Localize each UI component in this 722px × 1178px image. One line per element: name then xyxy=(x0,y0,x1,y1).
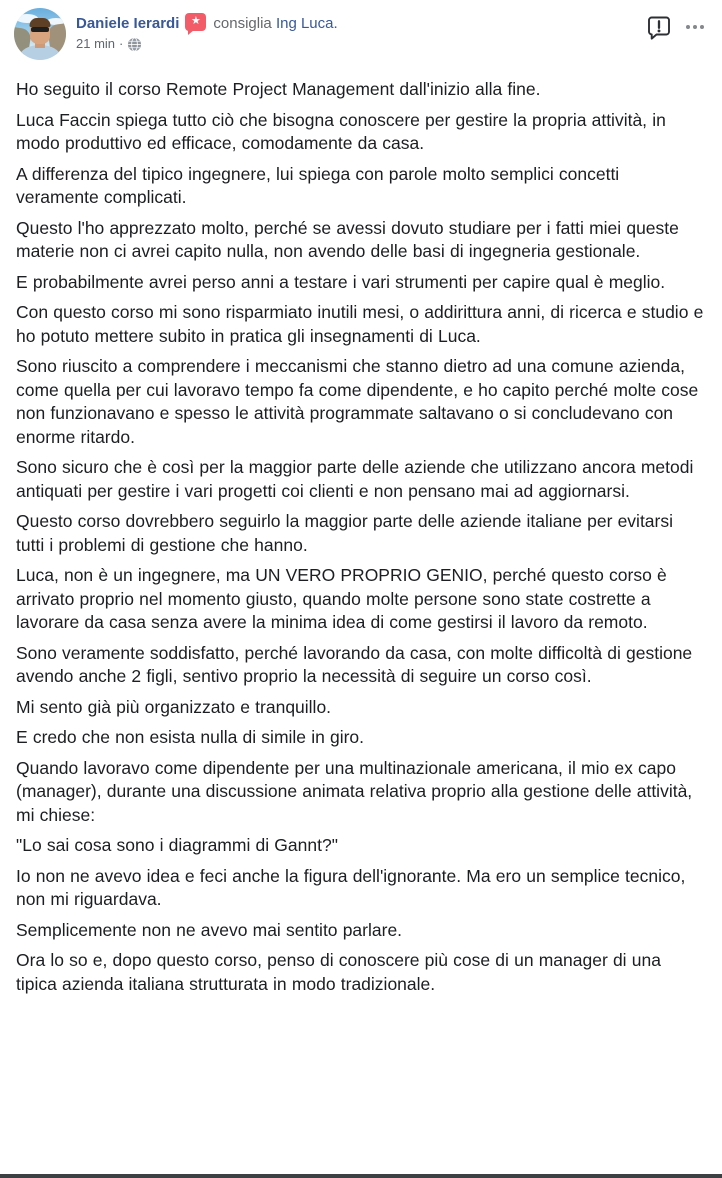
post-paragraph: Ho seguito il corso Remote Project Management dall'inizio alla fine. xyxy=(16,79,541,99)
post-paragraph: Sono sicuro che è così per la maggior parte delle aziende che utilizzano ancora metodi antiquati per gestire i vari progetti coi clienti e non pensano mai ad aggiornarsi. xyxy=(16,457,694,501)
post-paragraph: Sono veramente soddisfatto, perché lavorando da casa, con molte difficoltà di gestione avendo anche 2 figli, sentivo proprio la necessità di seguire un corso così. xyxy=(16,642,693,686)
post-paragraph: Ora lo so e, dopo questo corso, penso di conoscere più cose di un manager di una tipica azienda italiana strutturata in modo tradizionale. xyxy=(16,950,661,994)
post-paragraph: Con questo corso mi sono risparmiato inutili mesi, o addirittura anni, di ricerca e studio e ho potuto mettere subito in pratica gli insegnamenti di Luca. xyxy=(16,302,704,346)
post-paragraph: Semplicemente non ne avevo mai sentito parlare. xyxy=(16,919,403,940)
avatar-hair xyxy=(30,18,51,27)
avatar[interactable] xyxy=(14,8,66,60)
globe-icon xyxy=(127,37,142,52)
post-paragraph: E probabilmente avrei perso anni a testare i vari strumenti per capire qual è meglio. xyxy=(16,271,666,292)
post-paragraph: Luca, non è un ingegnere, ma UN VERO PROPRIO GENIO, perché questo corso è arrivato proprio nel momento giusto, quando molte persone sono state costrette a lavorare da casa senza avere la minima idea di come gestirsi il lavoro da remoto. xyxy=(16,565,667,632)
avatar-sunglasses xyxy=(31,27,49,32)
post-paragraph: Questo corso dovrebbero seguirlo la maggior parte delle aziende italiane per evitarsi tutti i problemi di gestione che hanno. xyxy=(16,511,674,555)
header-actions xyxy=(646,8,706,40)
post-paragraph: "Lo sai cosa sono i diagrammi di Gannt?" xyxy=(16,835,338,855)
post-paragraph: Questo l'ho apprezzato molto, perché se avessi dovuto studiare per i fatti miei queste materie non ci avrei capito nulla, non avendo delle basi di ingegneria gestionale. xyxy=(16,217,679,261)
post-paragraph: Io non ne avevo idea e feci anche la figura dell'ignorante. Ma ero un semplice tecnico, non mi riguardava. xyxy=(16,865,686,909)
post-paragraph: Quando lavoravo come dipendente per una multinazionale americana, il mio ex capo (manager), durante una discussione animata relativa proprio alla gestione delle attività, mi chiese: xyxy=(16,757,693,825)
action-text: consiglia xyxy=(213,15,272,32)
badge-tail xyxy=(188,30,194,35)
post-meta xyxy=(76,35,338,53)
dot xyxy=(700,25,704,29)
post-paragraph: Sono riuscito a comprendere i meccanismi che stanno dietro ad una comune azienda, come quella per cui lavoravo tempo fa come dipendente, e ho capito perché molte cose non funzionavano e spesso le attività programmate saltavano o si concludevano con enorme ritardo. xyxy=(16,356,699,447)
header-text xyxy=(76,8,338,53)
post-paragraph: A differenza del tipico ingegnere, lui spiega con parole molto semplici concetti veramente complicati. xyxy=(16,163,620,207)
author-link[interactable]: Daniele Ierardi xyxy=(76,15,180,32)
post-text xyxy=(0,60,722,996)
meta-separator: · xyxy=(119,36,124,51)
report-icon[interactable] xyxy=(646,14,672,40)
post-header xyxy=(0,0,722,60)
recommend-badge-icon xyxy=(185,13,206,31)
post-paragraph: E credo che non esista nulla di simile in giro. xyxy=(16,727,365,747)
target-link[interactable]: Ing Luca. xyxy=(275,15,338,32)
dot xyxy=(686,25,690,29)
more-options-icon[interactable] xyxy=(684,14,706,40)
timestamp[interactable]: 21 min xyxy=(76,36,116,51)
post-paragraph: Mi sento già più organizzato e tranquillo. xyxy=(16,696,332,717)
media-top-edge[interactable] xyxy=(0,1174,722,1178)
post-title-line xyxy=(76,13,338,34)
post-paragraph: Luca Faccin spiega tutto ciò che bisogna conoscere per gestire la propria attività, in modo produttivo ed efficace, comodamente da casa. xyxy=(16,109,666,153)
dot xyxy=(693,25,697,29)
star-icon: ★ xyxy=(190,15,201,27)
